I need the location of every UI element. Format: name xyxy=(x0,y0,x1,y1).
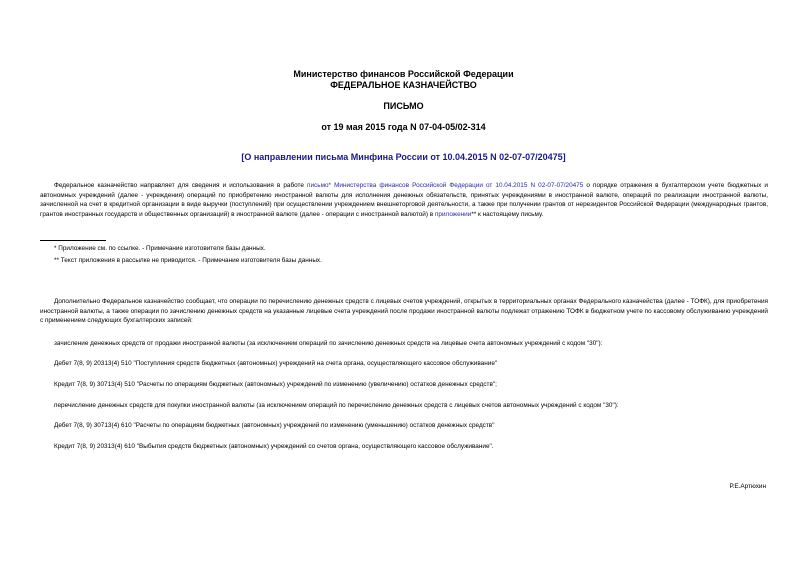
paragraph-intro xyxy=(40,181,768,219)
footnote-2: ** Текст приложения в рассылке не приводится. - Примечание изготовителя базы данных. xyxy=(54,257,322,264)
entry-line-3: Кредит 7(8, 9) 30713(4) 510 "Расчеты по операциям бюджетных (автономных) учреждений по изменению (увеличению) остатков денежных средств"; xyxy=(54,381,497,388)
ministry-title: Министерство финансов Российской Федерации xyxy=(293,69,514,79)
letter-link[interactable]: письмо* Министерства финансов Российской Федерации от 10.04.2015 N 02-07-07/20475 xyxy=(307,182,584,189)
document-subtitle xyxy=(0,152,807,163)
agency-title: ФЕДЕРАЛЬНОЕ КАЗНАЧЕЙСТВО xyxy=(330,80,477,90)
footnote-separator xyxy=(40,240,106,241)
p1-rest: о порядке отражения в бухгалтерском учете бюджетных и автономных учреждений (далее - учреждения) операций по приобретению иностранной валюты для исполнения денежных обязательств, принятых учреждениями в иностранной валюте, операций по реализации иностранной валюты, зачисленной на счет в кредитной организации в виде выручки (поступлений) при осуществлении учреждением внешнеторговой деятельности, а также при получении грантов от нерезидентов Российской Федерации (международных грантов, грантов иностранных государств и общественных организаций) в иностранной валюте (далее - операции с иностранной валютой) в xyxy=(40,182,768,218)
paragraph-additional: Дополнительно Федеральное казначейство сообщает, что операции по перечислению денежных средств с лицевых счетов учреждений, открытых в территориальных органах Федерального казначейства (далее - ТОФК), для приобретения иностранной валюты, а также операции по зачислению денежных средств на указанные лицевые счета учреждений после продажи иностранной валюты подлежат отражению ТОФК в бюджетном учете по кассовому обслуживанию учреждений с применением следующих бухгалтерских записей: xyxy=(40,298,768,325)
entry-line-6: Кредит 7(8, 9) 20313(4) 610 "Выбытия средств бюджетных (автономных) учреждений со счетов органа, осуществляющего кассовое обслуживание". xyxy=(54,443,494,450)
entry-line-4: перечисление денежных средств для покупки иностранной валюты (за исключением операций по перечислению денежных средств с лицевых счетов автономных учреждений с кодом "30"): xyxy=(54,402,619,409)
entry-line-2: Дебет 7(8, 9) 20313(4) 510 "Поступления средств бюджетных (автономных) учреждений на счета органа, осуществляющего кассовое обслуживание" xyxy=(54,360,498,367)
p1-start: Федеральное казначейство направляет для сведения и использования в работе xyxy=(54,182,308,189)
p1-end: ** к настоящему письму. xyxy=(471,210,544,218)
subtitle-close: ] xyxy=(562,152,566,162)
document-type: ПИСЬМО xyxy=(383,101,424,111)
footnote-1: * Приложение см. по ссылке. - Примечание изготовителя базы данных. xyxy=(54,245,266,252)
document-date-number: от 19 мая 2015 года N 07-04-05/02-314 xyxy=(321,122,486,132)
signature: Р.Е.Артюхин xyxy=(729,483,766,490)
minfin-letter-link[interactable]: письма Минфина России от 10.04.2015 N 02-07-07/20475 xyxy=(315,152,563,162)
entry-line-1: зачисление денежных средств от продажи иностранной валюты (за исключением операций по зачислению денежных средств на лицевые счета автономных учреждений с кодом "30"): xyxy=(54,340,603,347)
entry-line-5: Дебет 7(8, 9) 30713(4) 610 "Расчеты по операциям бюджетных (автономных) учреждений по изменению (уменьшению) остатков денежных средств" xyxy=(54,422,495,429)
appendix-link[interactable]: приложении xyxy=(434,210,472,218)
subtitle-open: [О направлении xyxy=(241,152,316,162)
